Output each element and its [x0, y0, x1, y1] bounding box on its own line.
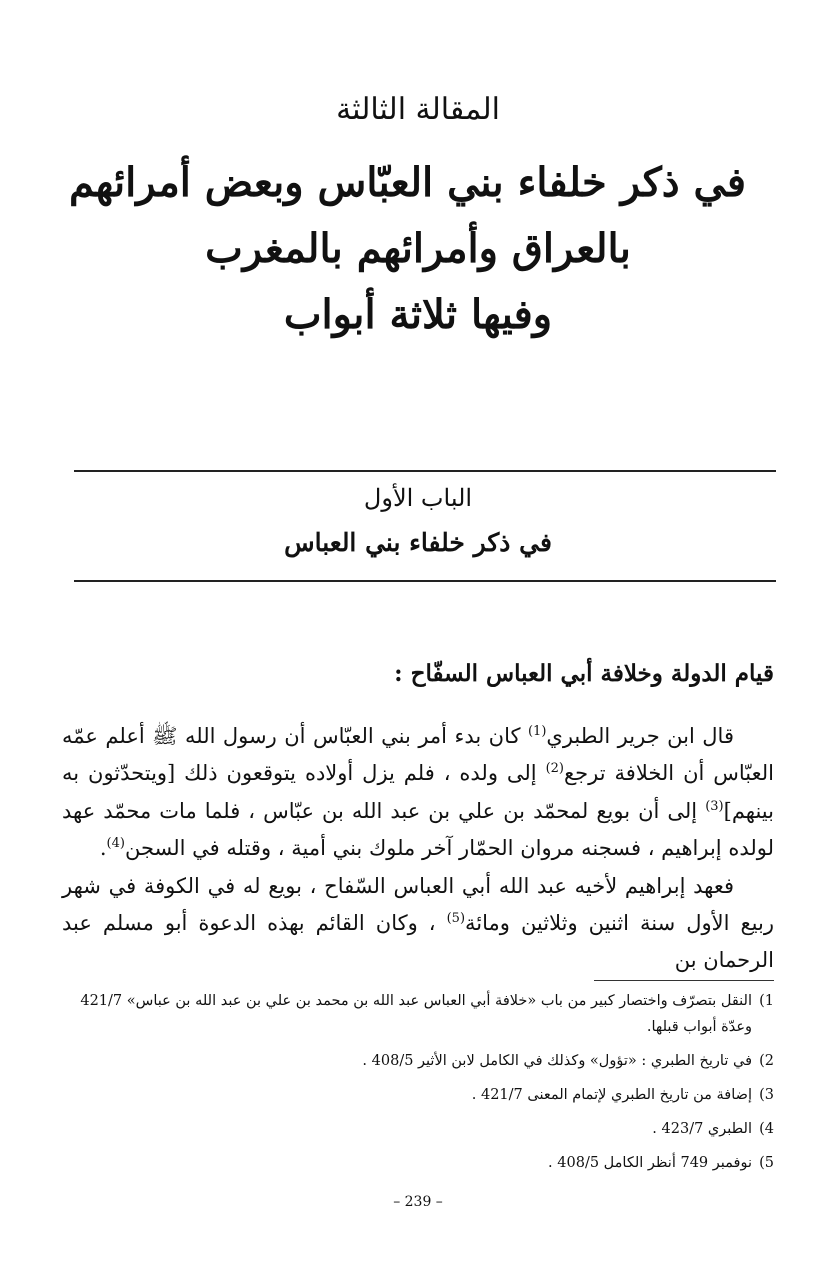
footnote-item: [62, 1116, 774, 1142]
footnote-ref[interactable]: (1): [527, 724, 547, 739]
paragraph-text: قال ابن جرير الطبري: [546, 724, 734, 748]
footnote-item: [62, 1082, 774, 1108]
footnote-number: 3): [759, 1087, 774, 1103]
main-title-line: في ذكر خلفاء بني العبّاس وبعض أمرائهم: [68, 159, 746, 206]
main-title-line: وفيها ثلاثة أبواب: [283, 291, 553, 338]
footnote-ref[interactable]: (2): [545, 761, 564, 777]
paragraph-text: كان بدء أمر بني العبّاس أن رسول الله ﷺ أعلم عمّه العبّاس أن الخلافة ترجع: [62, 724, 774, 786]
paragraph-text: إلى ولده ، فلم يزل أولاده يتوقعون ذلك [ويتحدّثون به بينهم]: [62, 761, 774, 823]
footnote-item: [62, 1150, 774, 1176]
paragraph: [62, 718, 774, 868]
chapter-title: في ذكر خلفاء بني العباس: [284, 528, 552, 557]
paragraph-text: فعهد إبراهيم لأخيه عبد الله أبي العباس السّفاح ، بويع له في الكوفة في شهر ربيع الأول سنة اثنين وثلاثين ومائة: [62, 873, 774, 936]
footnote-text: نوفمبر 749 أنظر الكامل 408/5 .: [548, 1155, 752, 1171]
chapter-label: الباب الأول: [363, 484, 473, 512]
paragraph-text: .: [99, 836, 107, 861]
footnote-ref[interactable]: (3): [705, 798, 724, 814]
body-text: [62, 718, 774, 980]
paragraph: [62, 868, 774, 980]
section-heading: قيام الدولة وخلافة أبي العباس السفّاح :: [394, 660, 774, 687]
article-label: المقالة الثالثة: [336, 92, 500, 127]
footnote-item: [62, 1048, 774, 1074]
footnote-item: [62, 988, 774, 1040]
chapter-top-rule: [74, 470, 776, 472]
chapter-bottom-rule: [74, 580, 776, 582]
footnote-number: 1): [759, 993, 774, 1009]
footnote-number: 4): [759, 1121, 774, 1137]
paragraph-text: إلى أن بويع لمحمّد بن علي بن عبد الله بن عبّاس ، فلما مات محمّد عهد لولده إبراهيم ، فسجنه مروان الحمّار آخر ملوك بني أمية ، وقتله في السجن: [62, 798, 774, 861]
footnote-number: 2): [759, 1053, 774, 1069]
footnote-text: إضافة من تاريخ الطبري لإتمام المعنى 421/7 .: [471, 1087, 752, 1103]
footnote-ref[interactable]: (5): [446, 911, 466, 927]
paragraph-text: ، وكان القائم بهذه الدعوة أبو مسلم عبد الرحمان بن: [62, 911, 774, 973]
footnote-text: النقل بتصرّف واختصار كبير من باب «خلافة أبي العباس عبد الله بن محمد بن علي بن عبد الله بن عباس» 421/7 وعدّة أبواب قبلها.: [80, 993, 752, 1035]
main-title-line: بالعراق وأمرائهم بالمغرب: [205, 225, 631, 272]
footnote-number: 5): [759, 1155, 774, 1171]
footnote-text: في تاريخ الطبري : «تؤول» وكذلك في الكامل لابن الأثير 408/5 .: [362, 1053, 752, 1069]
footnote-separator: [594, 980, 774, 981]
main-title: [68, 150, 746, 348]
footnote-text: الطبري 423/7 .: [652, 1121, 752, 1137]
page-number: – 239 –: [393, 1194, 443, 1210]
footnotes: [62, 988, 774, 1184]
footnote-ref[interactable]: (4): [106, 836, 125, 852]
